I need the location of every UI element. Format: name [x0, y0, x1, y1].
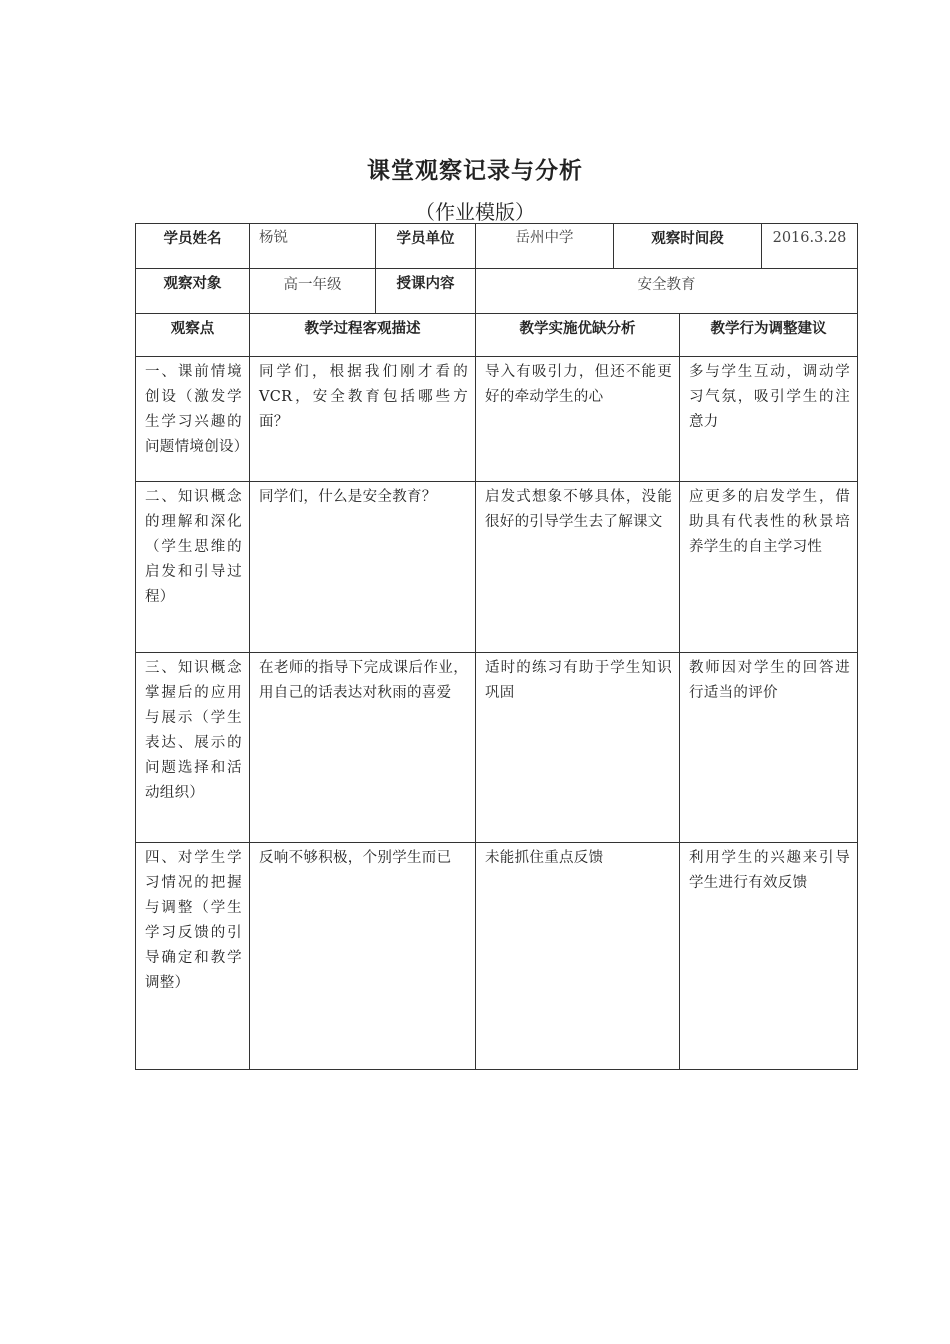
student-unit-value: 岳州中学	[476, 224, 614, 269]
implementation-analysis: 启发式想象不够具体，没能很好的引导学生去了解课文	[476, 482, 680, 653]
table-row	[136, 653, 858, 843]
info-row-lesson	[136, 269, 858, 314]
adjustment-suggestion: 利用学生的兴趣来引导学生进行有效反馈	[680, 843, 858, 1070]
process-description: 在老师的指导下完成课后作业，用自己的话表达对秋雨的喜爱	[250, 653, 476, 843]
implementation-analysis: 适时的练习有助于学生知识巩固	[476, 653, 680, 843]
process-description: 反响不够积极，个别学生而已	[250, 843, 476, 1070]
lesson-content-label: 授课内容	[376, 269, 476, 314]
column-header-point: 观察点	[136, 314, 250, 357]
table-row	[136, 482, 858, 653]
observe-target-value: 高一年级	[250, 269, 376, 314]
info-row-student	[136, 224, 858, 269]
adjustment-suggestion: 多与学生互动，调动学习气氛，吸引学生的注意力	[680, 357, 858, 482]
table-row	[136, 357, 858, 482]
document-title: 课堂观察记录与分析	[367, 157, 583, 184]
process-description: 同学们，根据我们刚才看的VCR，安全教育包括哪些方面？	[250, 357, 476, 482]
student-name-value: 杨锐	[250, 224, 376, 269]
document-subtitle: （作业模版）	[415, 200, 535, 224]
implementation-analysis: 未能抓住重点反馈	[476, 843, 680, 1070]
observation-point: 二、知识概念的理解和深化（学生思维的启发和引导过程）	[136, 482, 250, 653]
column-header-analysis: 教学实施优缺分析	[476, 314, 680, 357]
observe-target-label: 观察对象	[136, 269, 250, 314]
table-row	[136, 843, 858, 1070]
column-header-row	[136, 314, 858, 357]
observation-point: 四、对学生学习情况的把握与调整（学生学习反馈的引导确定和教学调整）	[136, 843, 250, 1070]
observation-table	[135, 223, 858, 1070]
observe-time-value: 2016.3.28	[762, 224, 858, 269]
column-header-description: 教学过程客观描述	[250, 314, 476, 357]
student-unit-label: 学员单位	[376, 224, 476, 269]
process-description: 同学们，什么是安全教育？	[250, 482, 476, 653]
column-header-suggestion: 教学行为调整建议	[680, 314, 858, 357]
observation-point: 三、知识概念掌握后的应用与展示（学生表达、展示的问题选择和活动组织）	[136, 653, 250, 843]
student-name-label: 学员姓名	[136, 224, 250, 269]
observation-point: 一、课前情境创设（激发学生学习兴趣的问题情境创设）	[136, 357, 250, 482]
implementation-analysis: 导入有吸引力，但还不能更好的牵动学生的心	[476, 357, 680, 482]
observe-time-label: 观察时间段	[614, 224, 762, 269]
adjustment-suggestion: 应更多的启发学生，借助具有代表性的秋景培养学生的自主学习性	[680, 482, 858, 653]
adjustment-suggestion: 教师因对学生的回答进行适当的评价	[680, 653, 858, 843]
lesson-content-value: 安全教育	[476, 269, 858, 314]
